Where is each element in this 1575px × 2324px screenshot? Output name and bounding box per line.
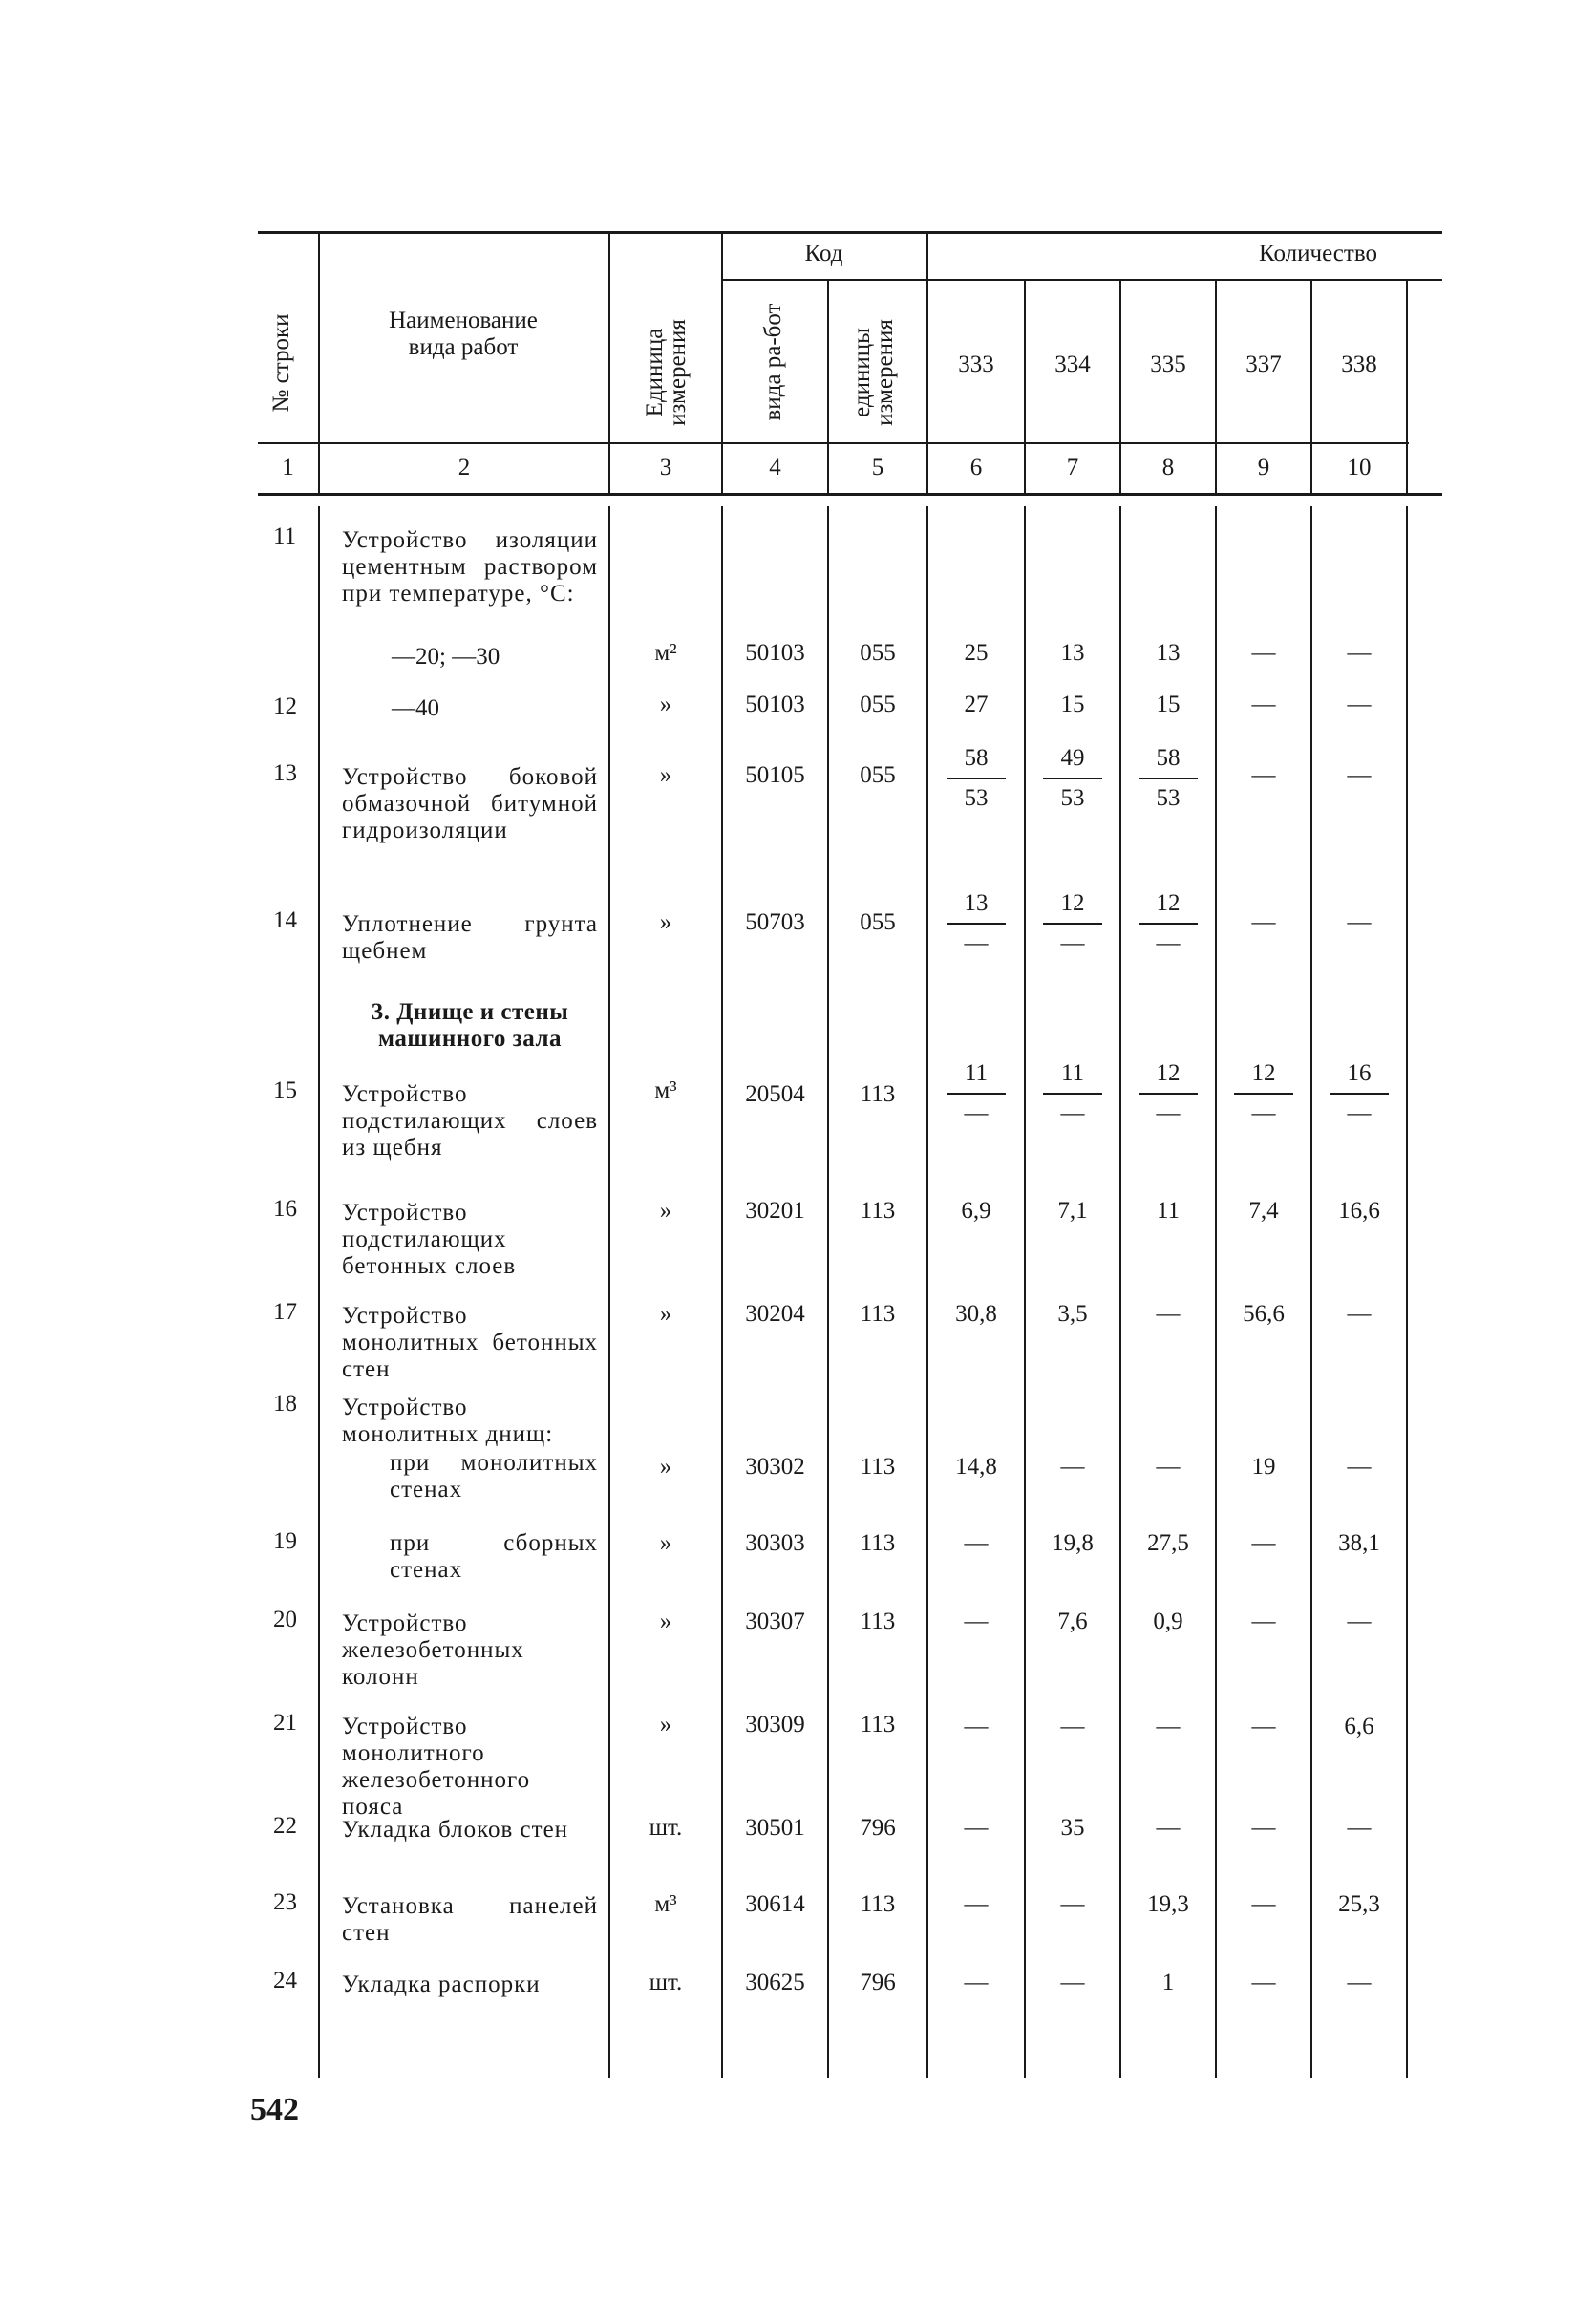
qty-code-338: 338 [1341, 352, 1377, 377]
denominator: — [1060, 930, 1085, 956]
col-number-7: 7 [1066, 455, 1079, 480]
qty-335: — [1156, 1815, 1181, 1841]
unit: шт. [649, 1970, 683, 1995]
fraction-bar [947, 1093, 1006, 1095]
row-number: 14 [273, 907, 297, 933]
unit-code: 055 [860, 909, 896, 935]
qty-334: 13 [1060, 640, 1085, 666]
qty-337: — [1251, 1815, 1276, 1841]
header-bottom-rule [258, 442, 1409, 444]
qty-337: — [1251, 640, 1276, 666]
denominator: — [1347, 1100, 1372, 1126]
numerator: 12 [1060, 890, 1085, 916]
numerator: 16 [1347, 1060, 1372, 1086]
unit-code: 113 [860, 1712, 896, 1738]
col-divider-7-body [1119, 506, 1121, 2078]
unit: м³ [654, 1077, 677, 1103]
qty-334: 19,8 [1052, 1530, 1094, 1556]
code: 30302 [745, 1454, 805, 1480]
qty-337: 56,6 [1243, 1301, 1285, 1327]
col-divider-3-body [721, 506, 723, 2078]
denominator: 53 [964, 785, 989, 811]
work-name: Укладка блоков стен [342, 1817, 569, 1843]
unit: » [659, 1198, 672, 1224]
col-number-8: 8 [1161, 455, 1175, 480]
unit-code: 113 [860, 1454, 896, 1480]
qty-335: — [1156, 1301, 1181, 1327]
col-divider-2-body [608, 506, 610, 2078]
qty-338: — [1347, 640, 1372, 666]
unit-code: 113 [860, 1530, 896, 1556]
qty-334: — [1060, 1891, 1085, 1917]
col-number-2: 2 [458, 455, 471, 480]
qty-338: — [1347, 1454, 1372, 1480]
denominator: 53 [1060, 785, 1085, 811]
denominator: — [1060, 1100, 1085, 1126]
header-work-name: Наименование вида работ [389, 308, 538, 360]
col-number-10: 10 [1347, 455, 1372, 480]
row-number: 20 [273, 1607, 297, 1632]
header-row-number: № строки [268, 313, 294, 413]
row-number: 19 [273, 1528, 297, 1554]
unit-code: 055 [860, 640, 896, 666]
row-number: 16 [273, 1196, 297, 1222]
denominator: 53 [1156, 785, 1181, 811]
code: 30501 [745, 1815, 805, 1841]
row-number: 11 [273, 523, 297, 549]
row-number: 22 [273, 1813, 297, 1839]
col-divider-5-body [926, 506, 928, 2078]
qty-code-335: 335 [1150, 352, 1186, 377]
denominator: — [1156, 1100, 1181, 1126]
qty-335-fraction [1135, 1060, 1202, 1127]
denominator: — [1251, 1100, 1276, 1126]
code: 30303 [745, 1530, 805, 1556]
qty-338: — [1347, 1301, 1372, 1327]
code: 50105 [745, 762, 805, 788]
col-divider-10-body [1406, 506, 1408, 2078]
qty-337: — [1251, 1970, 1276, 1995]
row-number: 24 [273, 1968, 297, 1994]
work-name-sub: —20; —30 [392, 644, 500, 670]
unit-code: 055 [860, 762, 896, 788]
qty-333: — [964, 1891, 989, 1917]
fraction-bar [1234, 1093, 1293, 1095]
qty-335: 1 [1161, 1970, 1175, 1995]
numbers-row-rule [258, 493, 1442, 496]
code: 50703 [745, 909, 805, 935]
qty-337: — [1251, 692, 1276, 717]
fraction-bar [1043, 923, 1102, 925]
col-divider-8-body [1215, 506, 1217, 2078]
qty-333: 25 [964, 640, 989, 666]
qty-335: — [1156, 1714, 1181, 1739]
qty-333-fraction [943, 745, 1010, 812]
col-number-6: 6 [969, 455, 983, 480]
qty-338: 38,1 [1338, 1530, 1380, 1556]
header-code-work: вида ра-бот [760, 303, 786, 421]
code: 30614 [745, 1891, 805, 1917]
quantity-group-rule [928, 279, 1442, 281]
qty-338: — [1347, 692, 1372, 717]
qty-334: — [1060, 1454, 1085, 1480]
unit: » [659, 909, 672, 935]
numerator: 49 [1060, 745, 1085, 771]
qty-335: — [1156, 1454, 1181, 1480]
section-heading: 3. Днище и стены машинного зала [371, 999, 569, 1052]
code: 50103 [745, 692, 805, 717]
numerator: 12 [1156, 890, 1181, 916]
table-top-rule [258, 231, 1442, 234]
fraction-bar [947, 923, 1006, 925]
qty-337: — [1251, 1530, 1276, 1556]
code: 30625 [745, 1970, 805, 1995]
numerator: 58 [964, 745, 989, 771]
qty-334: 7,1 [1057, 1198, 1088, 1224]
work-name-sub: при монолитных стенах [390, 1450, 598, 1503]
unit-code: 113 [860, 1301, 896, 1327]
col-divider-10 [1406, 281, 1408, 494]
qty-334: 15 [1060, 692, 1085, 717]
qty-338: — [1347, 1815, 1372, 1841]
header-quantity-group: Количество [1259, 241, 1377, 267]
code: 30309 [745, 1712, 805, 1738]
qty-code-333: 333 [958, 352, 994, 377]
qty-337-fraction [1230, 1060, 1297, 1127]
row-number: 18 [273, 1391, 297, 1417]
denominator: — [1156, 930, 1181, 956]
code: 30204 [745, 1301, 805, 1327]
row-number: 17 [273, 1299, 297, 1325]
qty-code-337: 337 [1245, 352, 1282, 377]
qty-335-fraction [1135, 745, 1202, 812]
qty-335: 15 [1156, 692, 1181, 717]
unit: м² [654, 640, 677, 666]
qty-338: — [1347, 1609, 1372, 1634]
qty-338: — [1347, 909, 1372, 935]
qty-335: 0,9 [1153, 1609, 1183, 1634]
code: 50103 [745, 640, 805, 666]
qty-337: 19 [1251, 1454, 1276, 1480]
row-number: 21 [273, 1710, 297, 1736]
numerator: 12 [1251, 1060, 1276, 1086]
qty-337: 7,4 [1248, 1198, 1279, 1224]
qty-338: — [1347, 762, 1372, 788]
work-name: Устройство монолитных днищ: [342, 1395, 554, 1447]
qty-334-fraction [1039, 745, 1106, 812]
numerator: 12 [1156, 1060, 1181, 1086]
numerator: 58 [1156, 745, 1181, 771]
qty-337: — [1251, 909, 1276, 935]
work-name: Уплотнение грунта щебнем [342, 911, 598, 964]
qty-335: 11 [1156, 1198, 1181, 1224]
qty-code-334: 334 [1054, 352, 1091, 377]
qty-337: — [1251, 1714, 1276, 1739]
row-number: 12 [273, 693, 297, 719]
unit: » [659, 1301, 672, 1327]
qty-335: 13 [1156, 640, 1181, 666]
col-number-4: 4 [769, 455, 781, 480]
qty-337: — [1251, 1891, 1276, 1917]
row-number: 23 [273, 1889, 297, 1915]
fraction-bar [1043, 778, 1102, 779]
qty-333: — [964, 1970, 989, 1995]
fraction-bar [1043, 1093, 1102, 1095]
col-number-5: 5 [871, 455, 884, 480]
header-code-unit: единицы измерения [849, 319, 898, 426]
fraction-bar [1139, 778, 1198, 779]
qty-334-fraction [1039, 890, 1106, 957]
numerator: 11 [1060, 1060, 1085, 1086]
unit-code: 055 [860, 692, 896, 717]
qty-337: — [1251, 762, 1276, 788]
unit-code: 796 [860, 1970, 896, 1995]
unit: » [659, 1609, 672, 1634]
code: 20504 [745, 1081, 805, 1107]
col-divider-1-body [318, 506, 320, 2078]
qty-333-fraction [943, 1060, 1010, 1127]
page-number: 542 [250, 2092, 299, 2127]
qty-337: — [1251, 1609, 1276, 1634]
qty-333: — [964, 1714, 989, 1739]
work-name: Устройство монолитных бетонных стен [342, 1303, 598, 1382]
work-name: Устройство боковой обмазочной битумной гидроизоляции [342, 764, 598, 843]
denominator: — [964, 1100, 989, 1126]
qty-338: 25,3 [1338, 1891, 1380, 1917]
qty-334: — [1060, 1714, 1085, 1739]
work-name-sub: при сборных стенах [390, 1530, 598, 1583]
fraction-bar [1139, 923, 1198, 925]
work-name-sub: —40 [392, 695, 439, 721]
qty-333-fraction [943, 890, 1010, 957]
row-number: 13 [273, 760, 297, 786]
unit: м³ [654, 1891, 677, 1917]
row-number: 15 [273, 1077, 297, 1103]
qty-333: 6,9 [961, 1198, 991, 1224]
qty-335: 27,5 [1147, 1530, 1189, 1556]
qty-335-fraction [1135, 890, 1202, 957]
work-name: Укладка распорки [342, 1972, 541, 1997]
unit: » [659, 1712, 672, 1738]
qty-333: — [964, 1530, 989, 1556]
denominator: — [964, 930, 989, 956]
col-divider-6-body [1024, 506, 1026, 2078]
col-number-3: 3 [659, 455, 672, 480]
qty-333: — [964, 1815, 989, 1841]
work-name: Установка панелей стен [342, 1893, 598, 1946]
col-divider-4-body [827, 506, 829, 2078]
qty-338: 16,6 [1338, 1198, 1380, 1224]
unit-code: 113 [860, 1081, 896, 1107]
work-name: Устройство изоляции цементным раствором при температуре, °С: [342, 527, 598, 607]
work-name: Устройство железобетонных колонн [342, 1610, 524, 1690]
header-unit: Единица измерения [642, 319, 691, 426]
fraction-bar [1330, 1093, 1389, 1095]
qty-334: — [1060, 1970, 1085, 1995]
qty-334: 7,6 [1057, 1609, 1088, 1634]
qty-334: 3,5 [1057, 1301, 1088, 1327]
work-name: Устройство подстилающих бетонных слоев [342, 1200, 517, 1279]
qty-334-fraction [1039, 1060, 1106, 1127]
qty-333: — [964, 1609, 989, 1634]
fraction-bar [947, 778, 1006, 779]
unit-code: 796 [860, 1815, 896, 1841]
code-group-rule [721, 279, 926, 281]
header-code-group: Код [804, 241, 843, 267]
qty-338-fraction [1326, 1060, 1393, 1127]
unit: » [659, 1454, 672, 1480]
unit-code: 113 [860, 1609, 896, 1634]
fraction-bar [1139, 1093, 1198, 1095]
qty-338: — [1347, 1970, 1372, 1995]
unit: » [659, 692, 672, 717]
unit: » [659, 762, 672, 788]
numerator: 11 [964, 1060, 989, 1086]
unit-code: 113 [860, 1198, 896, 1224]
col-number-1: 1 [282, 455, 294, 480]
work-name: Устройство монолитного железобетонного пояса [342, 1714, 531, 1820]
qty-338: 6,6 [1344, 1714, 1374, 1739]
qty-333: 14,8 [955, 1454, 997, 1480]
unit: шт. [649, 1815, 683, 1841]
work-name: Устройство подстилающих слоев из щебня [342, 1081, 598, 1161]
qty-333: 27 [964, 692, 989, 717]
code: 30307 [745, 1609, 805, 1634]
qty-335: 19,3 [1147, 1891, 1189, 1917]
col-number-9: 9 [1257, 455, 1270, 480]
unit: » [659, 1530, 672, 1556]
unit-code: 113 [860, 1891, 896, 1917]
col-divider-9-body [1310, 506, 1312, 2078]
qty-333: 30,8 [955, 1301, 997, 1327]
code: 30201 [745, 1198, 805, 1224]
numerator: 13 [964, 890, 989, 916]
qty-334: 35 [1060, 1815, 1085, 1841]
